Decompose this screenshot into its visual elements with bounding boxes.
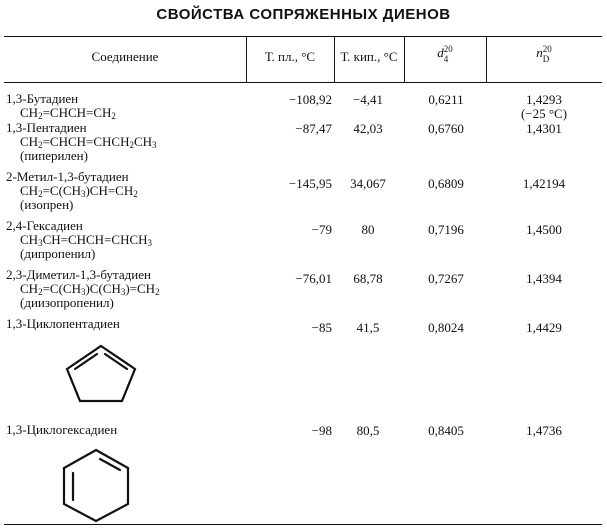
melting-point-value: −145,95 bbox=[288, 176, 332, 191]
compound-formula: $CH_3CH=CHCH=CHCH_3$ bbox=[20, 232, 153, 248]
refractive-index-value: 1,42194 bbox=[522, 176, 566, 191]
boiling-point-value: 68,78 bbox=[353, 271, 383, 286]
boiling-point-value: −4,41 bbox=[352, 92, 384, 107]
refractive-index-value: 1,4429 bbox=[526, 320, 562, 335]
density-value: 0,6809 bbox=[428, 176, 464, 191]
boiling-point-value: 41,5 bbox=[356, 320, 380, 335]
refractive-index-note: (−25 °С) bbox=[520, 106, 568, 121]
density-value: 0,6760 bbox=[428, 121, 464, 136]
melting-point-value: −87,47 bbox=[295, 121, 332, 136]
compound-name: 2,3-Диметил-1,3-бутадиен bbox=[6, 267, 151, 282]
refractive-index-value: 1,4500 bbox=[526, 222, 562, 237]
compound-trivial-name: (изопрен) bbox=[20, 197, 74, 212]
density-value: 0,7267 bbox=[428, 271, 464, 286]
compound-trivial-name: (пиперилен) bbox=[20, 148, 88, 163]
compound-name: 1,3-Циклопентадиен bbox=[6, 316, 120, 331]
compound-name: 1,3-Циклогексадиен bbox=[6, 422, 118, 437]
compound-name: 2,4-Гексадиен bbox=[6, 218, 83, 233]
table-bottom-rule bbox=[4, 524, 602, 525]
density-value: 0,7196 bbox=[428, 222, 464, 237]
melting-point-value: −98 bbox=[311, 423, 332, 438]
compound-formula: $CH_2=CHCH=CHCH_2CH_3$ bbox=[20, 134, 157, 150]
compound-name: 2-Метил-1,3-бутадиен bbox=[6, 169, 129, 184]
header-bottom-rule bbox=[4, 82, 602, 83]
header-refractive-index bbox=[486, 44, 602, 64]
density-ref: 4 bbox=[443, 54, 449, 64]
density-temp: 20 bbox=[443, 44, 453, 54]
table-top-rule bbox=[4, 36, 602, 37]
header-melting-point: Т. пл., °С bbox=[264, 49, 316, 64]
refractive-symbol: n bbox=[536, 44, 543, 60]
melting-point-value: −108,92 bbox=[288, 92, 332, 107]
refractive-index-value: 1,4301 bbox=[526, 121, 562, 136]
compound-name: 1,3-Бутадиен bbox=[6, 91, 79, 106]
table-title: СВОЙСТВА СОПРЯЖЕННЫХ ДИЕНОВ bbox=[156, 6, 451, 23]
refractive-temp: 20 bbox=[542, 44, 552, 54]
compound-name: 1,3-Пентадиен bbox=[6, 120, 87, 135]
boiling-point-value: 80,5 bbox=[356, 423, 380, 438]
header-compound: Соединение bbox=[91, 49, 159, 64]
cyclohexadiene-structure bbox=[56, 446, 136, 524]
density-value: 0,6211 bbox=[428, 92, 464, 107]
cyclopentadiene-structure bbox=[62, 340, 140, 406]
density-value: 0,8405 bbox=[428, 423, 464, 438]
refractive-line: D bbox=[542, 54, 550, 64]
boiling-point-value: 80 bbox=[361, 222, 375, 237]
header-density bbox=[404, 44, 486, 64]
melting-point-value: −79 bbox=[311, 222, 332, 237]
compound-trivial-name: (дипропенил) bbox=[20, 246, 96, 261]
density-symbol: d bbox=[437, 44, 444, 60]
refractive-index-value: 1,4394 bbox=[526, 271, 562, 286]
boiling-point-value: 34,067 bbox=[350, 176, 386, 191]
refractive-index-value: 1,4293 bbox=[526, 92, 562, 107]
density-value: 0,8024 bbox=[428, 320, 464, 335]
boiling-point-value: 42,03 bbox=[353, 121, 383, 136]
melting-point-value: −85 bbox=[311, 320, 332, 335]
compound-formula: $CH_2=CHCH=CH_2$ bbox=[20, 105, 116, 121]
header-boiling-point: Т. кип., °С bbox=[340, 49, 398, 64]
compound-formula: $CH_2=C(CH_3)CH=CH_2$ bbox=[20, 183, 138, 199]
melting-point-value: −76,01 bbox=[295, 271, 332, 286]
compound-formula: $CH_2=C(CH_3)C(CH_3)=CH_2$ bbox=[20, 281, 160, 297]
refractive-index-value: 1,4736 bbox=[526, 423, 562, 438]
compound-trivial-name: (диизопропенил) bbox=[20, 295, 114, 310]
